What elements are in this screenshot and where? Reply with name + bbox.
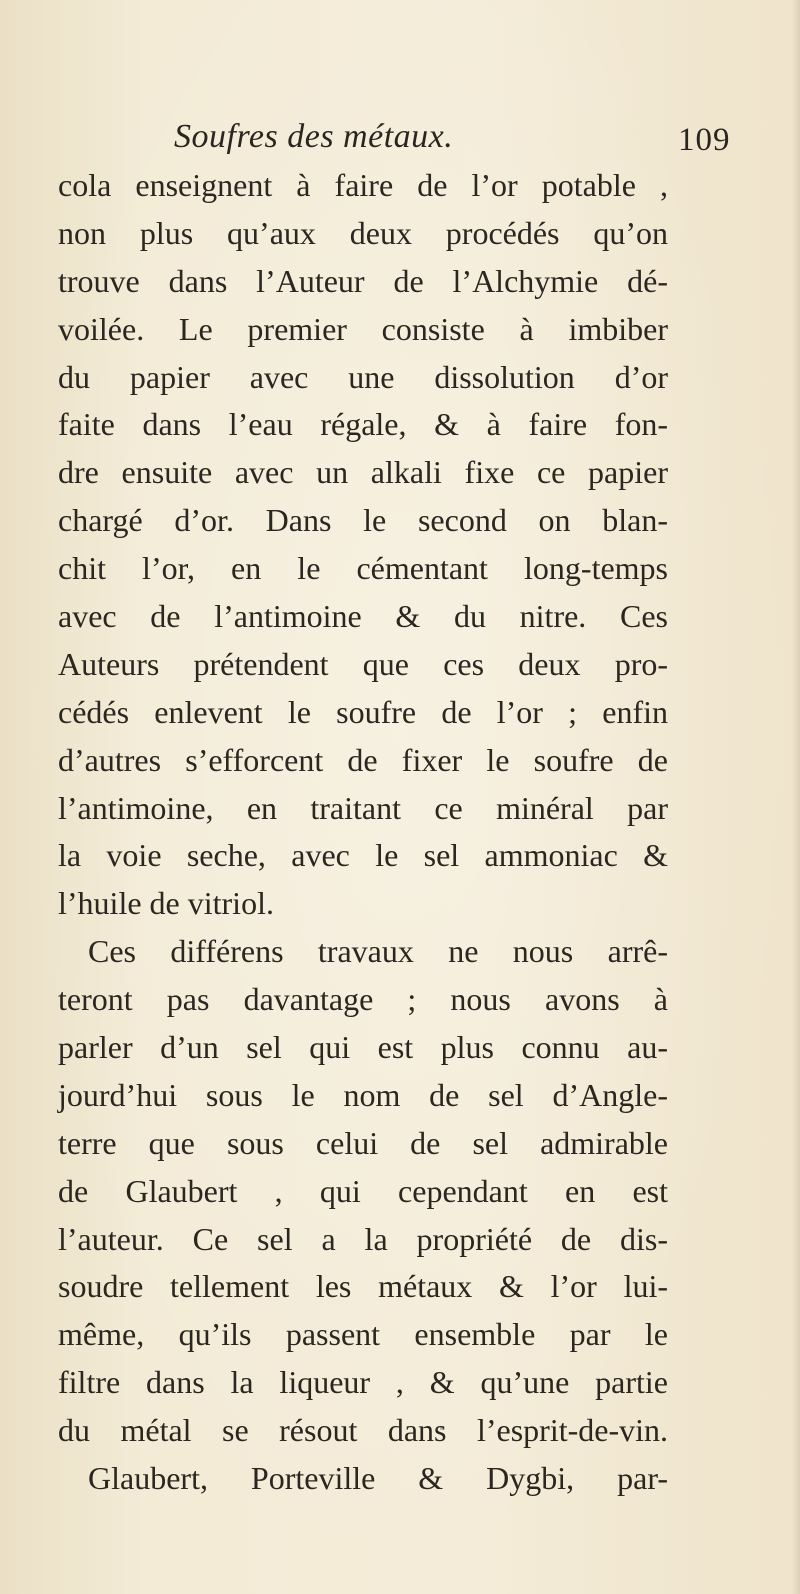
text-line: cédés enlevent le soufre de l’or ; enfin [58, 693, 668, 730]
text-line: non plus qu’aux deux procédés qu’on [58, 214, 668, 251]
text-line: terre que sous celui de sel admirable [58, 1124, 668, 1161]
text-line: l’antimoine, en traitant ce minéral par [58, 789, 668, 826]
running-head: Soufres des métaux. [174, 118, 454, 155]
paper-speck [440, 1426, 444, 1430]
text-line: d’autres s’efforcent de fixer le soufre de [58, 741, 668, 778]
text-line: voilée. Le premier consiste à imbiber [58, 310, 668, 347]
paragraph-end-line: l’huile de vitriol. [58, 885, 274, 922]
text-line: avec de l’antimoine & du nitre. Ces [58, 598, 668, 635]
text-line: la voie seche, avec le sel ammoniac & [58, 837, 668, 874]
page-number: 109 [678, 122, 731, 158]
text-line: parler d’un sel qui est plus connu au- [58, 1029, 668, 1066]
text-line: trouve dans l’Auteur de l’Alchymie dé- [58, 262, 668, 299]
text-line: soudre tellement les métaux & l’or lui- [58, 1268, 668, 1305]
text-line: teront pas davantage ; nous avons à [58, 981, 668, 1018]
text-line: du métal se résout dans l’esprit-de-vin. [58, 1412, 668, 1449]
text-line: même, qu’ils passent ensemble par le [58, 1316, 668, 1353]
text-line: l’auteur. Ce sel a la propriété de dis- [58, 1220, 668, 1257]
text-line: cola enseignent à faire de l’or potable , [58, 167, 668, 203]
body-text [58, 162, 668, 1503]
text-line: chargé d’or. Dans le second on blan- [58, 502, 668, 539]
text-line: filtre dans la liqueur , & qu’une partie [58, 1364, 668, 1401]
text-line: faite dans l’eau régale, & à faire fon- [58, 406, 668, 443]
text-line: Glaubert, Porteville & Dygbi, par- [88, 1460, 668, 1497]
text-line: du papier avec une dissolution d’or [58, 358, 668, 395]
text-line: dre ensuite avec un alkali fixe ce papier [58, 454, 668, 491]
paragraph-start-line: Ces différens travaux ne nous arrê- [88, 933, 668, 970]
text-line: de Glaubert , qui cependant en est [58, 1172, 668, 1209]
text-line: Auteurs prétendent que ces deux pro- [58, 645, 668, 682]
text-line: jourd’hui sous le nom de sel d’Angle- [58, 1076, 668, 1113]
text-line: chit l’or, en le cémentant long-temps [58, 550, 668, 587]
